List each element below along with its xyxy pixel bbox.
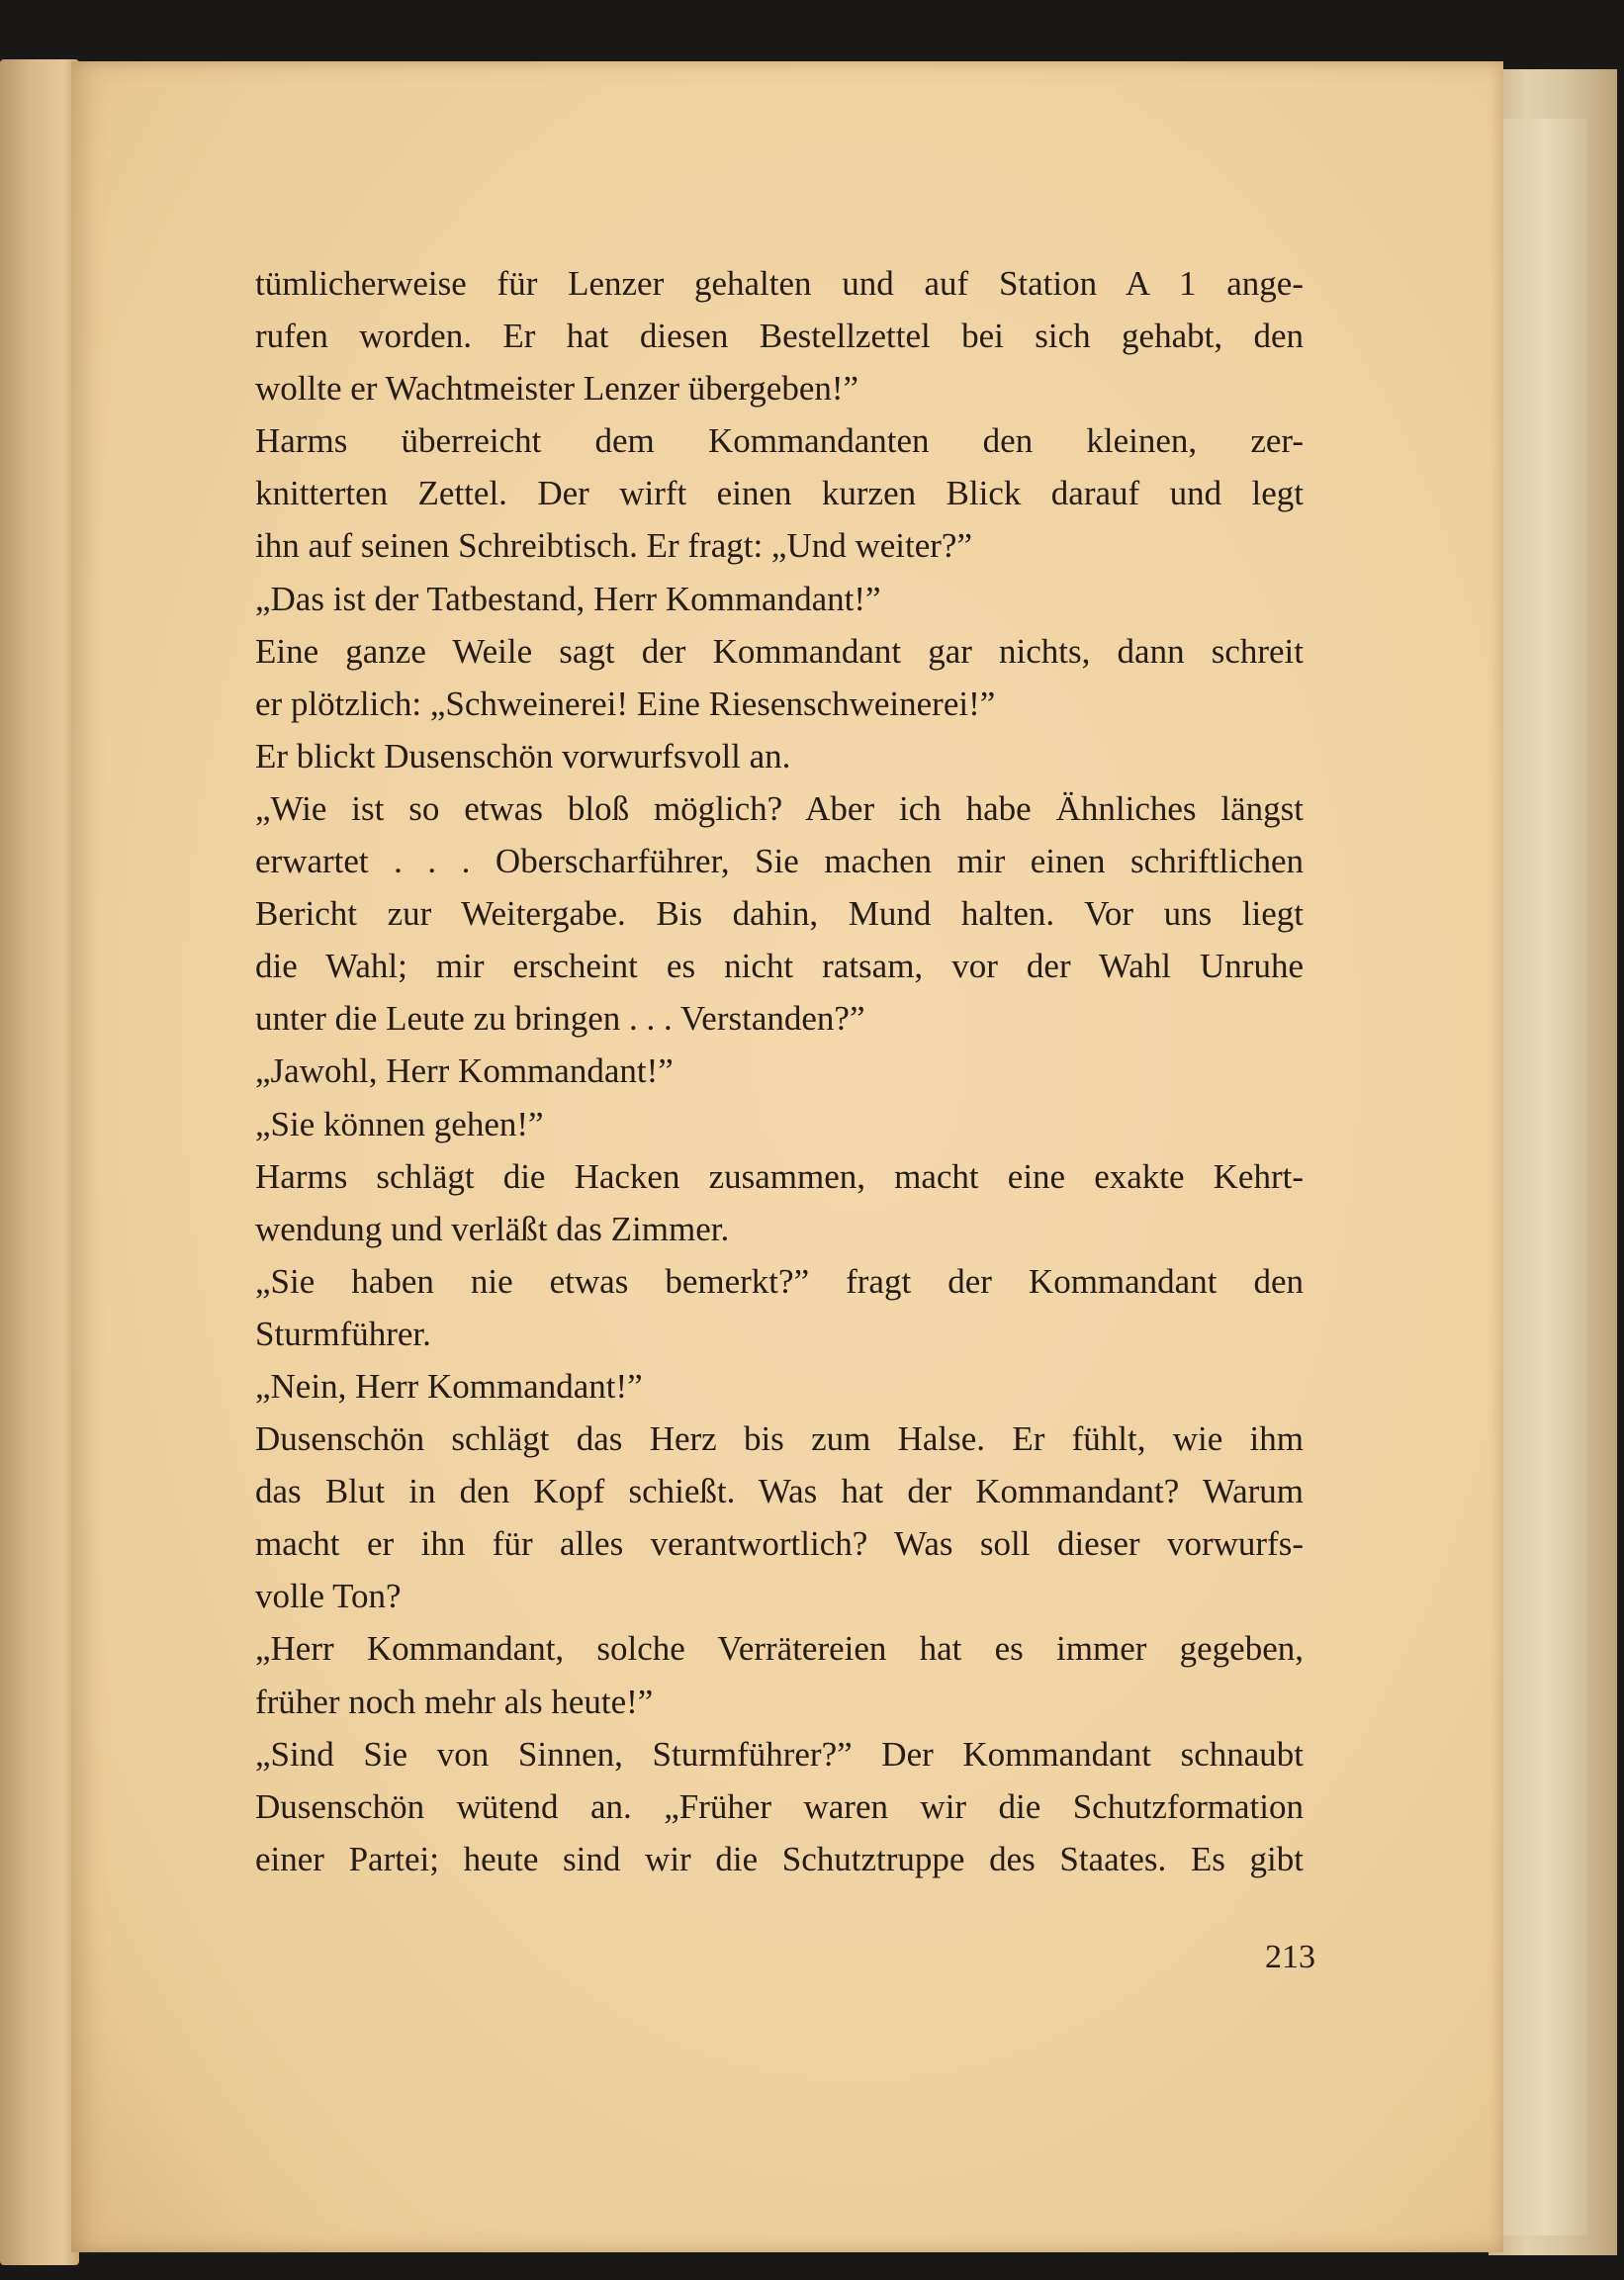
text-line: einer Partei; heute sind wir die Schutztruppe des Staates. Es gibt [255,1839,1304,1878]
text-line: rufen worden. Er hat diesen Bestellzettel bei sich gehabt, den [255,317,1304,356]
text-line: Harms schlägt die Hacken zusammen, macht eine exakte Kehrt- [255,1156,1304,1196]
body-text [255,257,1304,1885]
text-line: erwartet . . . Oberscharführer, Sie machen mir einen schriftlichen [255,842,1304,881]
text-line: Er blickt Dusenschön vorwurfsvoll an. [255,736,791,775]
text-line: Sturmführer. [255,1314,431,1353]
text-line: tümlicherweise für Lenzer gehalten und auf Station A 1 ange- [255,264,1304,303]
left-page-edge [0,59,79,2265]
text-line: „Jawohl, Herr Kommandant!” [255,1051,674,1091]
text-line: „Sie können gehen!” [255,1104,544,1143]
text-line: Harms überreicht dem Kommandanten den kleinen, zer- [255,421,1304,461]
text-line: wollte er Wachtmeister Lenzer übergeben!” [255,369,859,409]
text-line: Dusenschön schlägt das Herz bis zum Halse. Er fühlt, wie ihm [255,1419,1304,1459]
text-line: „Herr Kommandant, solche Verrätereien hat es immer gegeben, [255,1629,1304,1669]
right-page-stack [1503,119,1587,2235]
text-line: „Nein, Herr Kommandant!” [255,1366,643,1406]
text-line: ihn auf seinen Schreibtisch. Er fragt: „Und weiter?” [255,526,973,566]
text-line: die Wahl; mir erscheint es nicht ratsam, vor der Wahl Unruhe [255,947,1304,986]
text-line: unter die Leute zu bringen . . . Verstanden?” [255,999,865,1039]
text-line: macht er ihn für alles verantwortlich? Was soll dieser vorwurfs- [255,1524,1304,1564]
text-line: „Das ist der Tatbestand, Herr Kommandant!” [255,579,881,618]
page-number: 213 [1265,1939,1315,1975]
text-line: Eine ganze Weile sagt der Kommandant gar nichts, dann schreit [255,631,1304,671]
text-line: Bericht zur Weitergabe. Bis dahin, Mund halten. Vor uns liegt [255,894,1304,934]
text-line: Dusenschön wütend an. „Früher waren wir die Schutzformation [255,1786,1304,1826]
text-line: „Wie ist so etwas bloß möglich? Aber ich habe Ähnliches längst [255,788,1304,828]
text-line: er plötzlich: „Schweinerei! Eine Riesenschweinerei!” [255,684,996,723]
text-line: „Sie haben nie etwas bemerkt?” fragt der Kommandant den [255,1261,1304,1301]
text-line: früher noch mehr als heute!” [255,1682,654,1721]
text-line: wendung und verläßt das Zimmer. [255,1209,730,1248]
text-line: knitterten Zettel. Der wirft einen kurzen Blick darauf und legt [255,474,1304,513]
text-line: das Blut in den Kopf schießt. Was hat der Kommandant? Warum [255,1472,1304,1511]
text-line: „Sind Sie von Sinnen, Sturmführer?” Der Kommandant schnaubt [255,1734,1304,1774]
text-line: volle Ton? [255,1577,402,1616]
